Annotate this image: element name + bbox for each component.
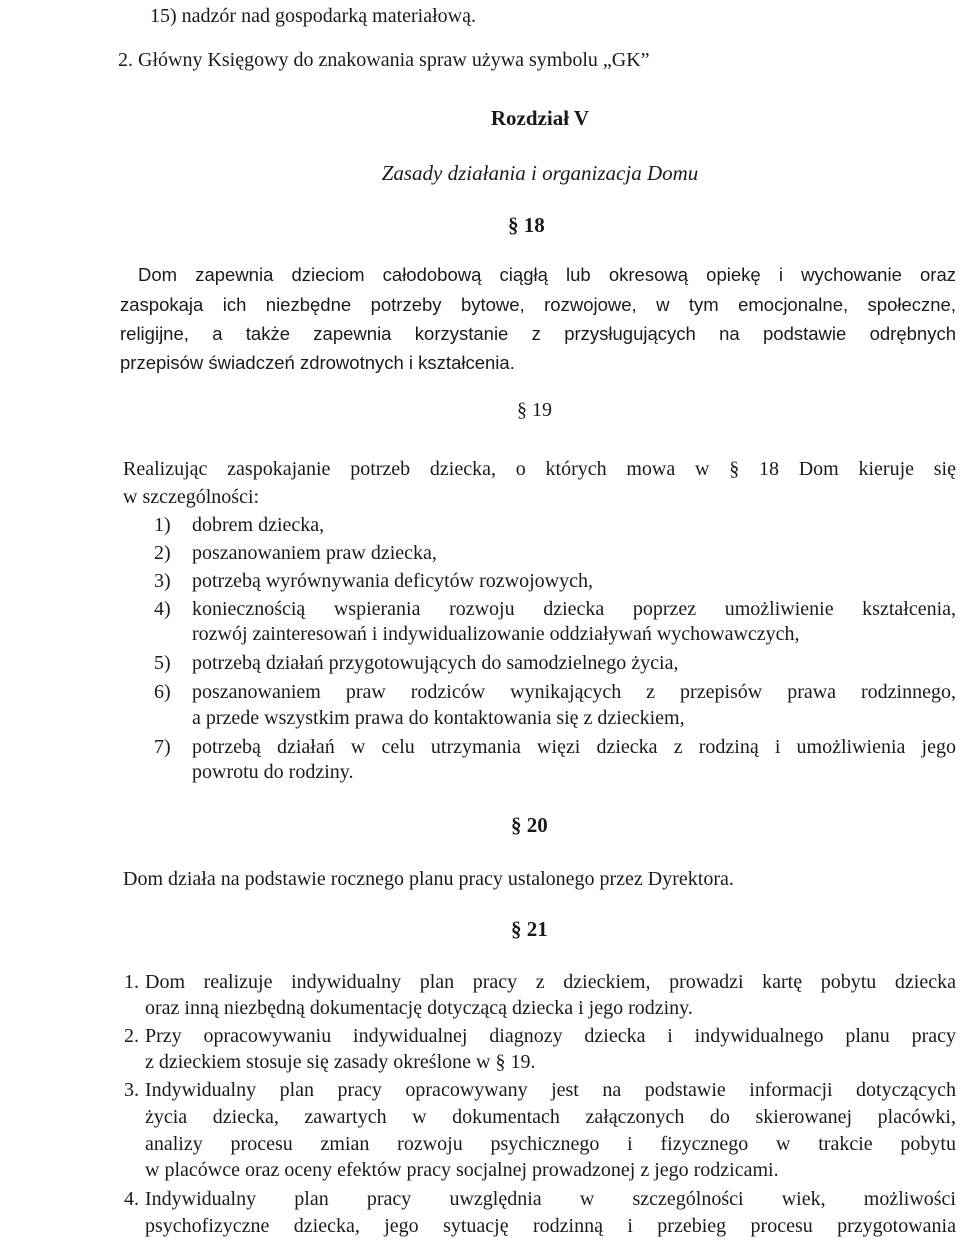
section-18-line: religijne, a także zapewnia korzystanie z przysługujących na podstawie odrębnych [120,323,956,344]
list-item: potrzebą działań przygotowujących do samodzielnego życia, [192,652,679,674]
list-item-continuation: analizy procesu zmian rozwoju psychicznego i fizycznego w trakcie pobytu [145,1133,956,1155]
list-item-15: 15) nadzór nad gospodarką materiałową. [150,5,476,27]
section-18-line: zaspokaja ich niezbędne potrzeby bytowe, rozwojowe, w tym emocjonalne, społeczne, [120,294,956,315]
list-item: potrzebą wyrównywania deficytów rozwojowych, [192,570,593,592]
list-item: poszanowaniem praw dziecka, [192,542,437,564]
list-item-continuation: życia dziecka, zawartych w dokumentach załączonych do skierowanej placówki, [145,1106,956,1128]
list-number: 7) [154,736,171,758]
chapter-title: Rozdział V [490,106,590,130]
section-19-intro: Realizując zaspokajanie potrzeb dziecka, o których mowa w § 18 Dom kieruje się [123,458,956,480]
list-number: 1) [154,514,171,536]
list-item-continuation: psychofizyczne dziecka, jego sytuację rodzinną i przebieg procesu przygotowania [145,1215,956,1237]
list-item-continuation: a przede wszystkim prawa do kontaktowania się z dzieckiem, [192,707,685,729]
list-number: 2) [154,542,171,564]
list-number: 6) [154,681,171,703]
list-item: dobrem dziecka, [192,514,325,536]
list-item: poszanowaniem praw rodziców wynikających z przepisów prawa rodzinnego, [192,681,956,703]
section-20-heading: § 20 [511,813,548,837]
list-item: koniecznością wspierania rozwoju dziecka poprzez umożliwienie kształcenia, [192,598,956,620]
list-number: 4) [154,598,171,620]
section-18-line: przepisów świadczeń zdrowotnych i kształcenia. [120,352,515,373]
list-item-continuation: rozwój zainteresowań i indywidualizowanie oddziaływań wychowawczych, [192,623,800,645]
list-item: Przy opracowywaniu indywidualnej diagnozy dziecka i indywidualnego planu pracy [145,1025,956,1047]
list-item-continuation: w placówce oraz oceny efektów pracy socjalnej prowadzonej z jego rodzicami. [145,1159,779,1181]
list-item-continuation: powrotu do rodziny. [192,761,354,783]
paragraph-gk-symbol: 2. Główny Księgowy do znakowania spraw używa symbolu „GK” [118,49,650,71]
list-number: 4. [124,1188,139,1210]
list-item-continuation: z dzieckiem stosuje się zasady określone w § 19. [145,1051,536,1073]
list-item: Dom realizuje indywidualny plan pracy z dzieckiem, prowadzi kartę pobytu dziecka [145,971,956,993]
list-number: 2. [124,1025,139,1047]
chapter-subtitle: Zasady działania i organizacja Domu [381,161,699,185]
list-number: 3) [154,570,171,592]
list-item: Indywidualny plan pracy opracowywany jest na podstawie informacji dotyczących [145,1079,956,1101]
list-item-continuation: oraz inną niezbędną dokumentację dotyczącą dziecka i jego rodziny. [145,997,693,1019]
section-21-heading: § 21 [511,917,548,941]
section-18-line: Dom zapewnia dzieciom całodobową ciągłą lub okresową opiekę i wychowanie oraz [138,264,956,285]
list-number: 5) [154,652,171,674]
list-item: potrzebą działań w celu utrzymania więzi dziecka z rodziną i umożliwienia jego [192,736,956,758]
section-18-heading: § 18 [508,213,545,237]
section-20-text: Dom działa na podstawie rocznego planu pracy ustalonego przez Dyrektora. [123,868,734,890]
list-number: 3. [124,1079,139,1101]
section-19-intro: w szczególności: [123,486,260,508]
list-item: Indywidualny plan pracy uwzględnia w szczególności wiek, możliwości [145,1188,956,1210]
section-19-heading: § 19 [517,399,552,421]
list-number: 1. [124,971,139,993]
